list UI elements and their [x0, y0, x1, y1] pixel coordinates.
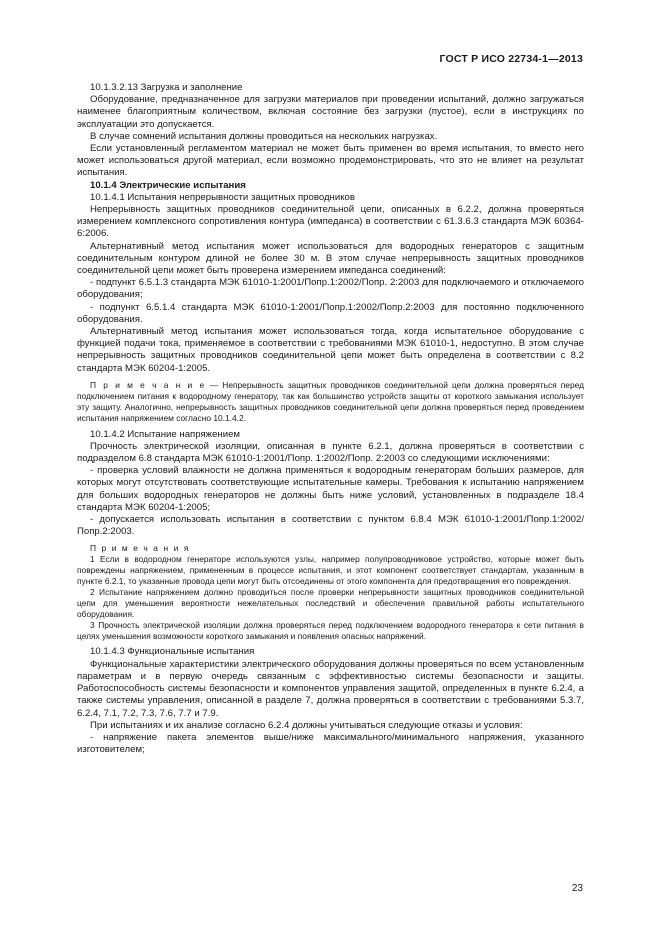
paragraph: Функциональные характеристики электрического оборудования должны проверяться по всем установленным параметрам и в первую очередь связанным с эффективностью системы безопасности и защиты. Работоспособность системы безопасности и компонентов управления защитой, определенных в пункте 6.2.4, а также системы управления, описанной в разделе 7, должна проверяться в соответствии с требованиями 5.3.7, 6.2.4, 7.1, 7.2, 7.3, 7.6, 7.7 и 7.9. — [77, 658, 584, 719]
list-item: - подпункт 6.5.1.4 стандарта МЭК 61010-1:2001/Попр.1:2002/Попр.2:2003 для постоянно подключенного оборудования. — [77, 301, 584, 325]
paragraph: В случае сомнений испытания должны проводиться на нескольких нагрузках. — [90, 130, 438, 142]
paragraph: Оборудование, предназначенное для загрузки материалов при проведении испытаний, должно загружаться наименее благоприятным количеством, включая состояние без загрузки (пустое), если в инструкциях по эксплуатации это допускается. — [77, 94, 584, 130]
note-label: П р и м е ч а н и е — [90, 379, 206, 390]
list-item: - проверка условий влажности не должна применяться к водородным генераторам больших размеров, для которых могут отсутствовать соответствующие испытательные камеры. Требования к испытанию напряжением для больших водородных генераторов не должны быть ниже условий, установленных в подразделе 18.4 стандарта МЭК 60204-1:2005; — [77, 465, 584, 513]
paragraph: Альтернативный метод испытания может использоваться тогда, когда испытательное оборудование с функцией подачи тока, применяемое в соответствии с требованиями МЭК 61010-1, недоступно. В этом случае непрерывность защитных проводников соединительной цепи может быть определена в соответствии с 8.2 стандарта МЭК 60204-1:2005. — [77, 326, 584, 374]
note-continuity — [77, 380, 584, 424]
section-heading-electrical-tests: 10.1.4 Электрические испытания — [90, 179, 246, 191]
notes-label: П р и м е ч а н и я — [90, 543, 190, 554]
section-heading-functional: 10.1.4.3 Функциональные испытания — [90, 646, 255, 658]
list-item: - допускается использовать испытания в соответствии с пунктом 6.8.4 МЭК 61010-1:2001/Попр.1:2002/Попр.2:2003. — [77, 513, 584, 538]
section-heading-continuity: 10.1.4.1 Испытания непрерывности защитных проводников — [90, 191, 355, 203]
list-item: - подпункт 6.5.1.3 стандарта МЭК 61010-1:2001/Попр.1:2002/Попр. 2:2003 для подключаемого и отключаемого оборудования; — [77, 277, 584, 301]
list-item: - напряжение пакета элементов выше/ниже максимального/минимального напряжения, указанного изготовителем; — [77, 731, 584, 756]
note-item: 2 Испытание напряжением должно проводиться после проверки непрерывности защитных проводников соединительной цепи для уменьшения вероятности нежелательных последствий и обеспечения правильной работы испытательного оборудования. — [77, 586, 584, 619]
page-number: 23 — [571, 883, 583, 894]
section-heading-voltage: 10.1.4.2 Испытание напряжением — [90, 428, 240, 440]
note-item: 3 Прочность электрической изоляции должна проверяться перед подключением водородного генератора к сети питания в целях уменьшения возможности короткого замыкания и появления опасных напряжений. — [77, 619, 584, 641]
paragraph: Альтернативный метод испытания может использоваться для водородных генераторов с защитным соединительным контуром длиной не более 30 м. В этом случае непрерывность защитных проводников соединительной цепи может быть проверена измерением импеданса соединений: — [77, 240, 584, 277]
note-text: — Непрерывность защитных проводников соединительной цепи должна проверяться перед подключением питания к водородному генератору, так как большинство устройств защиты от короткого замыкания использует эту защиту. Аналогично, непрерывность защитных проводников соединительной цепи должна проверяться перед проведением испытания напряжением согласно 10.1.4.2. — [77, 379, 584, 423]
note-item: 1 Если в водородном генераторе используются узлы, например полупроводниковое устройство, которые может быть повреждены напряжением, примененным в процессе испытания, и этот компонент соответствует стандартам, указанным в пункте 6.2.1, то указанные провода цепи могут быть отсоединены от этого компонента для предотвращения его повреждения. — [77, 554, 584, 587]
page-body — [77, 82, 584, 756]
document-code: ГОСТ Р ИСО 22734-1—2013 — [439, 53, 583, 65]
paragraph: Прочность электрической изоляции, описанная в пункте 6.2.1, должна проверяться в соответствии с подразделом 6.8 стандарта МЭК 61010-1:2001/Попр. 1:2002/Попр. 2:2003 со следующими исключениями: — [77, 440, 584, 464]
paragraph: При испытаниях и их анализе согласно 6.2.4 должны учитываться следующие отказы и условия: — [90, 719, 523, 731]
section-heading-loading: 10.1.3.2.13 Загрузка и заполнение — [90, 82, 243, 93]
paragraph: Если установленный регламентом материал не может быть применен во время испытания, то вместо него может использоваться другой материал, если возможно продемонстрировать, что это не влияет на результат испытания. — [77, 143, 584, 179]
paragraph: Непрерывность защитных проводников соединительной цепи, описанных в 6.2.2, должна проверяться измерением комплексного сопротивления контура (импеданса) в соответствии с 61.3.6.3 стандарта МЭК 60364-6:2006. — [77, 204, 584, 240]
